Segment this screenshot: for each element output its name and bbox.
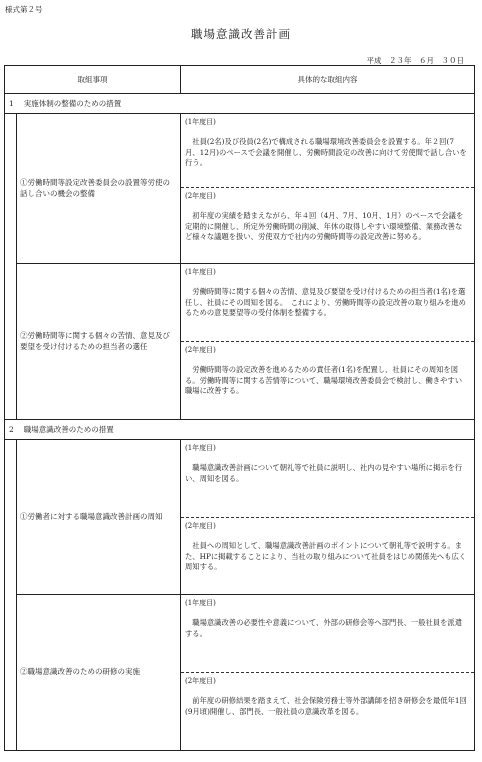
table-row: [17, 595, 474, 750]
year-cell: [181, 114, 474, 187]
plan-table: [4, 65, 475, 751]
form-number: 様式第２号: [5, 5, 43, 14]
year-label: (1年度目): [185, 444, 216, 452]
year-text: 職場意識改善の必要性や意義について、外部の研修会等へ部門長、一般社員を派遣する。: [185, 618, 462, 638]
indent-column: [5, 440, 17, 750]
table-row: [17, 114, 474, 264]
section-1-group: [5, 114, 474, 420]
header-actions: 取組事項: [5, 66, 181, 93]
year-label: (1年度目): [185, 268, 216, 276]
table-row: [17, 264, 474, 419]
year-label: (1年度目): [185, 599, 216, 607]
table-header: [5, 66, 474, 94]
year-cell: [181, 187, 474, 263]
header-details: 具体的な取組内容: [297, 75, 358, 84]
year-label: (2年度目): [185, 677, 216, 685]
year-cell: [181, 264, 474, 341]
year-cell: [181, 341, 474, 419]
section-title: 実施体制の整備のための措置: [23, 99, 122, 108]
section-number: 2: [9, 425, 14, 434]
year-text: 前年度の研修結果を踏まえて、社会保険労務士等外部講師を招き研修会を最低年1回(9月頃)開催し、部門長、一般社員の意識改革を図る。: [185, 696, 467, 716]
year-label: (2年度目): [185, 192, 216, 200]
year-text: 労働時間等の設定改善を進めるための責任者(1名)を配置し、社員にその周知を図る。労働時間等に関する苦情等について、職場環境改善委員会で検討し、働きやすい職場に改善する。: [185, 365, 462, 396]
item-label: ①労働時間等設定改善委員会の設置等労使の話し合いの機会の整備: [17, 114, 181, 263]
year-text: 職場意識改善計画について朝礼等で社員に説明し、社内の見やすい場所に掲示を行い、周知を図る。: [185, 463, 463, 483]
year-label: (2年度目): [185, 346, 216, 354]
year-label: (2年度目): [185, 522, 216, 530]
document-date: 平成 ２３年 ６月 ３０日: [366, 56, 464, 65]
year-label: (1年度目): [185, 118, 216, 126]
year-text: 労働時間等に関する個々の苦情、意見及び要望を受け付けるための担当者(1名)を選任し、社員にその周知を図る。 これにより、労働時間等の設定改善の取り組みを進めるための意見要望等の受付体制を整備する。: [185, 287, 466, 318]
year-cell: [181, 672, 474, 750]
year-cell: [181, 595, 474, 672]
year-text: 社員(2名)及び役員(2名)で構成される職場環境改善委員会を設置する。年２回(7月、12月)のペースで会議を開催し、労働時間設定の改善に向けて労使間で話し合いを行う。: [185, 137, 467, 168]
year-cell: [181, 440, 474, 517]
table-row: [17, 440, 474, 595]
year-cell: [181, 517, 474, 594]
section-number: 1: [9, 99, 14, 108]
year-text: 社員への周知として、職場意識改善計画のポイントについて朝礼等で説明する。また、HPに掲載することにより、当社の取り組みについて社員をはじめ関係先へも広く周知する。: [185, 541, 467, 572]
indent-column: [5, 114, 17, 419]
section-2-group: [5, 440, 474, 750]
year-text: 初年度の実績を踏まえながら、年４回（4月、7月、10月、1月）のペースで会議を定期的に開催し、所定外労働時間の削減、年休の取得しやすい環境整備、業務改善など様々な議題を扱い、労使双方で社内の労働時間等の設定改善に努める。: [185, 211, 464, 242]
item-label: ②労働時間等に関する個々の苦情、意見及び要望を受け付けるための担当者の選任: [17, 264, 181, 419]
section-1-heading: [5, 94, 474, 114]
item-label: ①労働者に対する職場意識改善計画の周知: [17, 440, 181, 594]
section-2-heading: [5, 420, 474, 440]
document-title: 職場意識改善計画: [191, 27, 291, 41]
section-title: 職場意識改善のための措置: [23, 425, 114, 434]
item-label: ②職場意識改善のための研修の実施: [17, 595, 181, 750]
